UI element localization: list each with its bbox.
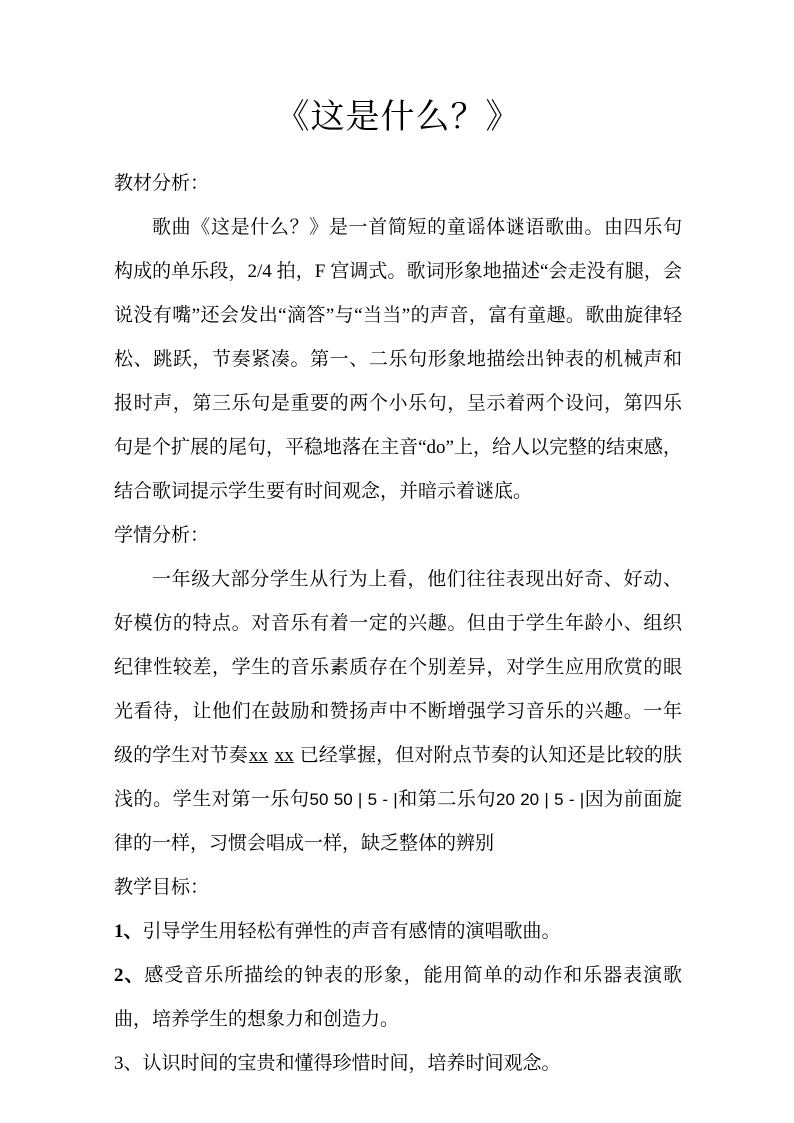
list-item-marker: 1、 (114, 921, 143, 942)
list-item-text: 感受音乐所描绘的钟表的形象，能用简单的动作和乐器表演歌曲，培养学生的想象力和创造力。 (114, 965, 682, 1030)
notation-run-5: 50 50 | 5 - | (309, 790, 398, 809)
list-item (114, 954, 682, 1042)
list-item-marker: 3、 (114, 1053, 143, 1074)
paragraph-material-analysis: 歌曲《这是什么？》是一首简短的童谣体谜语歌曲。由四乐句构成的单乐段，2/4 拍，F 宫调式。歌词形象地描述“会走没有腿，会说没有嘴”还会发出“滴答”与“当当”的声音，富有童趣。歌曲旋律轻松、跳跃，节奏紧凑。第一、二乐句形象地描绘出钟表的机械声和报时声，第三乐句是重要的两个小乐句，呈示着两个设问，第四乐句是个扩展的尾句，平稳地落在主音“do”上，给人以完整的结束感，结合歌词提示学生要有时间观念，并暗示着谜底。 (114, 217, 683, 502)
paragraph-student-analysis: 一年级大部分学生从行为上看，他们往往表现出好奇、好动、好模仿的特点。对音乐有着一定的兴趣。但由于学生年龄小、组织纪律性较差，学生的音乐素质存在个别差异，对学生应用欣赏的眼光看待，让他们在鼓励和赞扬声中不断增强学习音乐的兴趣。一年级的学生对节奏xx xx 已经掌握，但对附点节奏的认知还是比较的肤浅的。学生对第一乐句50 50 | 5 - |和第二乐句20 20 | 5 - |因为前面旋律的一样，习惯会唱成一样，缺乏整体的辨别 (114, 569, 682, 854)
section-heading-teaching-material-analysis: 教材分析： (114, 173, 210, 194)
list-item (114, 1042, 682, 1086)
rhythm-run-3: xx (274, 745, 294, 766)
list-item-marker: 2、 (114, 965, 145, 986)
latin-run-3: F (314, 261, 326, 282)
page-title: 《这是什么？》 (275, 99, 521, 136)
section-heading-teaching-objectives: 教学目标： (114, 877, 210, 898)
document-content (114, 0, 682, 1086)
teaching-objectives-list (114, 910, 682, 1086)
section-heading-student-situation-analysis: 学情分析： (114, 525, 210, 546)
latin-run-1: 2/4 (247, 261, 272, 282)
notation-run-7: 20 20 | 5 - | (496, 790, 585, 809)
list-item-text: 引导学生用轻松有弹性的声音有感情的演唱歌曲。 (142, 921, 561, 942)
rhythm-run-1: xx (248, 745, 268, 766)
latin-run-5: do (426, 437, 446, 458)
list-item (114, 910, 682, 954)
list-item-text: 认识时间的宝贵和懂得珍惜时间，培养时间观念。 (142, 1053, 561, 1074)
